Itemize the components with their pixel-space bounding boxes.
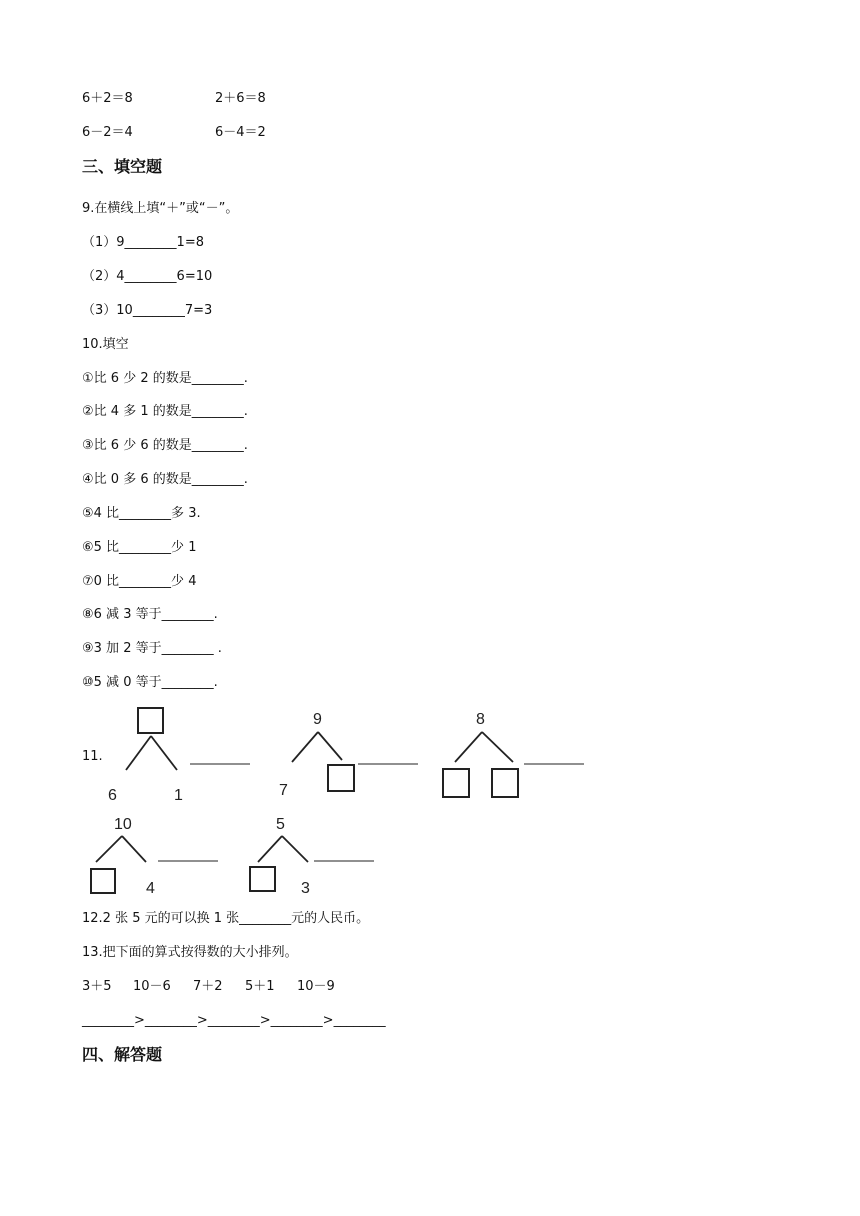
answer-row2-right: 6－4＝2 <box>215 125 266 140</box>
answer-row1-left: 6＋2＝8 <box>82 91 133 106</box>
tree2-right-box <box>328 765 354 791</box>
q10-item-5: ⑤4 比________多 3. <box>82 506 201 521</box>
tree1-left-number: 6 <box>108 787 117 804</box>
tree5-left-box <box>250 867 275 891</box>
q13-answer-line: ________>________>________>________>________ <box>82 1013 386 1028</box>
tree5-right-number: 3 <box>301 880 310 897</box>
tree2-left-number: 7 <box>279 782 288 799</box>
tree5-top-number: 5 <box>276 816 285 833</box>
tree4-right-number: 4 <box>146 880 155 897</box>
q10-item-1: ①比 6 少 2 的数是________. <box>82 371 248 386</box>
q11-label: 11. <box>82 749 103 764</box>
q9-item-1: （1）9________1=8 <box>82 235 204 250</box>
tree1-top-box <box>138 708 163 733</box>
tree4-top-number: 10 <box>114 816 132 833</box>
q10-item-7: ⑦0 比________少 4 <box>82 574 197 589</box>
q10-item-3: ③比 6 少 6 的数是________. <box>82 438 248 453</box>
q10-item-9: ⑨3 加 2 等于________ . <box>82 641 222 656</box>
q10-item-6: ⑥5 比________少 1 <box>82 540 197 555</box>
number-tree-4 <box>84 812 224 902</box>
q10-item-4: ④比 0 多 6 的数是________. <box>82 472 248 487</box>
q13-prompt: 13.把下面的算式按得数的大小排列。 <box>82 945 298 960</box>
answer-row1-right: 2＋6＝8 <box>215 91 266 106</box>
q9-prompt: 9.在横线上填“＋”或“－”。 <box>82 201 239 216</box>
q13-expression-1: 3＋5 <box>82 979 112 994</box>
section4-heading: 四、解答题 <box>82 1045 163 1064</box>
q10-prompt: 10.填空 <box>82 337 129 352</box>
answer-row2-left: 6－2＝4 <box>82 125 133 140</box>
q9-item-3: （3）10________7=3 <box>82 303 213 318</box>
q10-item-8: ⑧6 减 3 等于________. <box>82 607 218 622</box>
number-tree-2 <box>270 702 430 806</box>
tree1-right-number: 1 <box>174 787 183 804</box>
q12-text: 12.2 张 5 元的可以换 1 张________元的人民币。 <box>82 911 370 926</box>
q10-item-2: ②比 4 多 1 的数是________. <box>82 404 248 419</box>
q9-item-2: （2）4________6=10 <box>82 269 213 284</box>
q13-expression-5: 10－9 <box>297 979 335 994</box>
section3-heading: 三、填空题 <box>82 157 163 176</box>
q13-expression-4: 5＋1 <box>245 979 275 994</box>
tree3-left-box <box>443 769 469 797</box>
q10-item-10: ⑩5 减 0 等于________. <box>82 675 218 690</box>
number-tree-5 <box>246 812 386 902</box>
q13-expression-3: 7＋2 <box>193 979 223 994</box>
tree4-left-box <box>91 869 115 893</box>
number-tree-3 <box>436 702 596 806</box>
number-tree-1 <box>100 702 260 806</box>
q13-expression-2: 10－6 <box>133 979 171 994</box>
tree3-right-box <box>492 769 518 797</box>
tree3-top-number: 8 <box>476 711 485 728</box>
tree2-top-number: 9 <box>313 711 322 728</box>
